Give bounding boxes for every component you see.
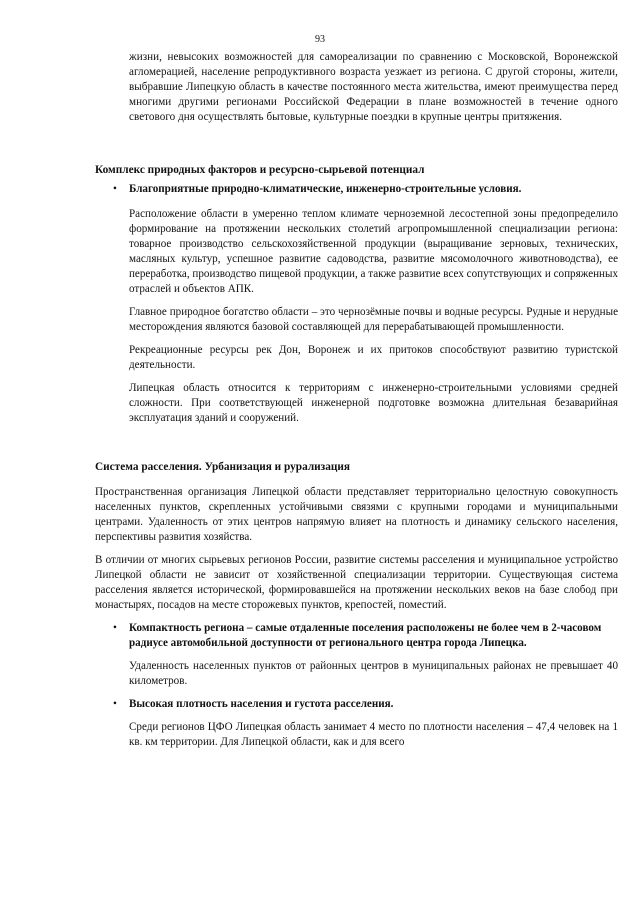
page-number: 93: [315, 34, 325, 45]
paragraph-engineering-conditions: Липецкая область относится к территориям с инженерно-строительными условиями средней сложности. При соответствующей инженерной подготовке возможна длительная безаварийная эксплуатация зданий и сооружений.: [129, 382, 618, 424]
paragraph-climate: Расположение области в умеренно теплом климате черноземной лесостепной зоны предопределило формирование на протяжении нескольких столетий агропромышленной специализации региона: товарное производство сельскохозяйственной продукции (выращивание зерновых, технических, масляных культур, успешное развитие садоводства, развитие мясомолочного животноводства), ее переработка, производство пищевой продукции, а также развитие всех сопутствующих и сопряженных отраслей и объектов АПК.: [129, 208, 618, 295]
bullet-population-density: [95, 697, 618, 712]
bullet-text: Компактность региона – самые отдаленные поселения расположены не более чем в 2-часовом радиусе автомобильной доступности от регионального центра города Липецка.: [129, 622, 602, 649]
paragraph-natural-resources: Главное природное богатство области – это чернозёмные почвы и водные ресурсы. Рудные и нерудные месторождения являются базовой составляющей для перерабатывающей промышленности.: [129, 306, 618, 333]
intro-paragraph: жизни, невысоких возможностей для самореализации по сравнению с Московской, Воронежской агломерацией, население репродуктивного возраста уезжает из региона. С другой стороны, жители, выбравшие Липецкую область в качестве постоянного места жительства, имеют преимущества перед многими другими регионами Российской Федерации в плане возможностей в течение одного светового дня осуществлять бытовые, культурные поездки в крупные центры притяжения.: [129, 51, 618, 123]
bullet-text: Высокая плотность населения и густота расселения.: [129, 698, 394, 710]
paragraph-recreational-resources: Рекреационные ресурсы рек Дон, Воронеж и их притоков способствуют развитию туристской деятельности.: [129, 344, 618, 371]
bullet-icon: •: [113, 183, 117, 195]
paragraph-density-rank: Среди регионов ЦФО Липецкая область занимает 4 место по плотности населения – 47,4 человек на 1 кв. км территории. Для Липецкой области, как и для всего: [129, 721, 618, 748]
paragraph-settlement-history: В отличии от многих сырьевых регионов России, развитие системы расселения и муниципальное устройство Липецкой области не зависит от хозяйственной специализации территории. Существующая система расселения является исторической, формировавшейся на протяжении нескольких веков на базе слобод при монастырях, посадов на месте сторожевых пунктов, крепостей, поместий.: [95, 554, 618, 611]
section-heading-settlement-system: Система расселения. Урбанизация и рурализация: [95, 461, 350, 473]
bullet-text: Благоприятные природно-климатические, инженерно-строительные условия.: [129, 183, 522, 195]
bullet-climatic-conditions: [95, 182, 618, 197]
section-heading-natural-factors: Комплекс природных факторов и ресурсно-сырьевой потенциал: [95, 164, 425, 176]
bullet-region-compactness: [95, 621, 618, 651]
paragraph-spatial-organization: Пространственная организация Липецкой области представляет территориально целостную совокупность населенных пунктов, скрепленных устойчивыми связями с крупными городами и муниципальными центрами. Удаленность от этих центров напрямую влияет на плотность и динамику сельского населения, перспективы развития хозяйства.: [95, 486, 618, 543]
paragraph-distance: Удаленность населенных пунктов от районных центров в муниципальных районах не превышает 40 километров.: [129, 660, 618, 687]
page-content: [95, 50, 618, 750]
bullet-icon: •: [113, 622, 117, 634]
bullet-icon: •: [113, 698, 117, 710]
